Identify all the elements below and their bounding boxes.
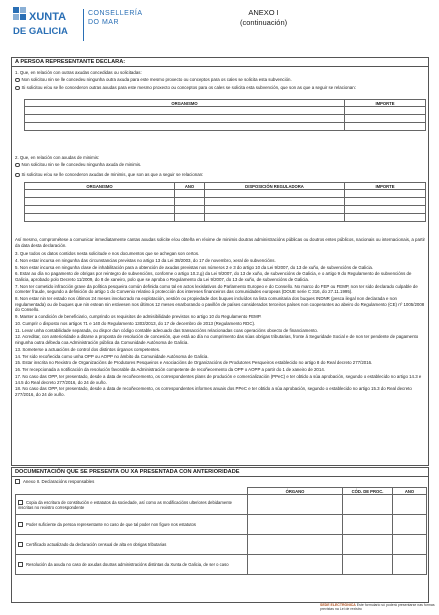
declaration-item: 9. Manter a condición de beneficiario, cumprindo os requisitos de admisibilidade previstos no artigo 10 do Regulamento FEMP. (15, 314, 262, 320)
docs-header-ano: ANO (393, 488, 427, 495)
table1-cell[interactable] (25, 123, 345, 131)
declaration-item: 3. Que todos os datos contidos nesta solicitude e nos documentos que se achegan son certos. (15, 251, 200, 256)
table2-cell[interactable] (345, 198, 426, 206)
doc-cell[interactable] (393, 555, 427, 575)
doc-row[interactable] (16, 495, 248, 515)
checkbox-icon[interactable] (15, 479, 20, 484)
table2-cell[interactable] (345, 206, 426, 214)
declaration-title: A PERSOA REPRESENTANTE DECLARA: (12, 58, 428, 67)
declaration-item: 13. Someterse a actuacións de control dos distintos órganos competentes. (15, 346, 161, 352)
annex-title-block (240, 8, 287, 28)
table1-cell[interactable] (25, 115, 345, 123)
declaration-item: 14. Ter sido recoñecida como unha OPP ou AOPP no ámbito da Comunidade Autónoma de Galicia. (15, 353, 209, 359)
declaration-item: 16. Ter recepcionada a notificación da resolución favorable da Administración competente de recoñecemento da OPP o AOPP a partir do 1 de xaneiro de 2014. (15, 367, 325, 373)
q1-option-1-label: Non solicitou nin se lle concedeu ningunha outra axuda para este mesmo proxecto ou conceptos para os cales se solicita esta subvención. (21, 77, 292, 82)
declaration-item: 5. Non estar incursa en ningunha clase de inhabilitación para a obtención de axudas previstas nos números 2 e 3 do artigo 10 da Lei 9/2007, do 13 de xuño, de subvencións de Galicia. (15, 264, 374, 270)
question-2: 2. Que, en relación con axudas de minimis: (15, 155, 100, 160)
question-1: 1. Que, en relación con outras axudas concedidas ou solicitadas: (15, 70, 142, 75)
doc-cell[interactable] (393, 535, 427, 555)
declaration-item: 17. No caso das OPP, ter presentado, desde a data de recoñecemento, os correspondentes plans de produción e comercialización (PPeC) e ter obtido a súa aprobación, segundo o establecido no artigo 14.3 e 14.5 do Real decreto 277/2016, do 24 de xuño. (15, 373, 422, 385)
table2-header-ano: ANO (175, 183, 205, 190)
radio-icon[interactable] (15, 173, 20, 178)
doc-row[interactable] (16, 555, 248, 575)
doc-row-anexo-ii[interactable] (15, 479, 94, 485)
q1-option-2[interactable] (15, 85, 425, 91)
doc-cell[interactable] (248, 495, 343, 515)
footer-brand: SEDE ELECTRÓNICA (320, 603, 356, 607)
doc-cell[interactable] (393, 515, 427, 535)
conselleria-line1: CONSELLERÍA (88, 10, 143, 17)
table1-header-organismo: ORGANISMO (25, 100, 345, 107)
table2-cell[interactable] (205, 206, 345, 214)
declaration-item: 6. Estar ao día no pagamento de obrigas por reintegro de subvencións, conforme o artigo 10.2.g) da Lei 9/2007, do 13 de xuño, de subvencións de Galicia, e o artigo 9 do Regulamento de subvencións de Galicia, aprobado polo Decreto 11/2009, do 8 de xaneiro, polo que se aproba o Regulamento da Lei 9/2007, do 13 de xuño, de subvencións de Galicia. (15, 271, 412, 282)
q1-option-2-label: Si solicitou e/ou se lle concederon outras axudas para este mesmo proxecto ou conceptos para os cales se solicita esta subvención, que son as que a seguir se relacionan: (21, 85, 356, 90)
declaration-item: 18. No caso das OPP, ter presentado, desde a data de recoñecemento, os correspondentes informes anuais dos PPeC e ter obtido a súa aprobación, segundo o establecido no artigo 15.3 do Real decreto 277/2016, do 24 de xuño. (15, 386, 412, 397)
table2-cell[interactable] (25, 198, 175, 206)
table1-cell[interactable] (345, 107, 426, 115)
table2-cell[interactable] (345, 190, 426, 198)
logo-line1: XUNTA (29, 11, 67, 23)
doc-cell[interactable] (343, 515, 393, 535)
doc-cell[interactable] (343, 495, 393, 515)
doc-row-anexo-ii-label: Anexo II. Declaracións responsables (23, 479, 95, 484)
logo-line2: DE GALICIA (13, 26, 68, 37)
q2-option-2[interactable] (15, 172, 425, 178)
footer (320, 603, 435, 611)
table2-cell[interactable] (25, 206, 175, 214)
declaration-item: 8. Non estar nin ter estado nos últimos 24 meses involucrado na explotación, xestión ou propiedade dos buques incluídos na lista comunitaria dos buques INDNR (pesca ilegal non declarada e non regulamentada) ou de buques que nin estean nin estivesen nos últimos 12 meses enarborando o pavillón de países considerados terceiros países non cooperantes ao abeiro do Regulamento (CE) nº 1005/2008 do Consello. (15, 296, 425, 313)
table2-cell[interactable] (175, 190, 205, 198)
q1-option-1[interactable] (15, 77, 425, 83)
table2-cell[interactable] (25, 214, 175, 222)
doc-row-label: Certificado actualizado da declaración censual de alta en obrigas tributarias (26, 542, 167, 547)
doc-cell[interactable] (343, 555, 393, 575)
radio-icon[interactable] (15, 78, 20, 83)
declaration-item: 12. Acreditar, con anterioridade a ditarse a proposta de resolución de concesión, que está ao día no cumprimento das súas obrigas tributarias, fronte á Seguridade Social e de non ter pendente de pagamento ningunha outra débeda coa Administración pública da Comunidade Autónoma de Galicia. (15, 334, 419, 345)
minimis-commitment: Así mesmo, comprométese a comunicar inmediatamente cantas axudas solicite e/ou obteña en réxime de minimis doutras administracións públicas ou doutros entes públicos, nacionais ou internacionais, a partir da data desta declaración. (15, 237, 426, 248)
conselleria-line2: DO MAR (88, 19, 119, 26)
footer-text: Este formulario só poderá presentarse nas formas previstas na Lei de rexistro (320, 603, 435, 612)
table1-header-importe: IMPORTE (345, 100, 426, 107)
radio-icon[interactable] (15, 86, 20, 91)
documentation-section (11, 467, 429, 603)
q2-option-2-label: Si solicitou e/ou se lle concederon axudas de minimis, que son as que a seguir se relacionan: (21, 172, 204, 177)
declaration-item: 10. Cumprir o disposto nos artigos 71 e 140 do Regulamento 1303/2013, do 17 de decembro de 2013 (Regulamento RDC). (15, 320, 256, 326)
table2-cell[interactable] (345, 214, 426, 222)
table2-cell[interactable] (205, 198, 345, 206)
minimis-aids-table (24, 182, 426, 222)
checkbox-icon[interactable] (18, 522, 23, 527)
table2-cell[interactable] (205, 190, 345, 198)
doc-cell[interactable] (248, 555, 343, 575)
other-aids-table (24, 99, 426, 131)
doc-cell[interactable] (248, 535, 343, 555)
table2-header-disposicion: DISPOSICIÓN REGULADORA (205, 183, 345, 190)
table2-cell[interactable] (205, 214, 345, 222)
q2-option-1-label: Non solicitou nin se lle concedeu ningunha axuda de minimis. (21, 162, 142, 167)
docs-header-cod: CÓD. DE PROC. (343, 488, 393, 495)
doc-cell[interactable] (248, 515, 343, 535)
annex-subtitle: (continuación) (240, 18, 288, 27)
table1-cell[interactable] (345, 123, 426, 131)
table2-cell[interactable] (175, 214, 205, 222)
documents-table (15, 487, 427, 575)
checkbox-icon[interactable] (18, 542, 23, 547)
doc-row[interactable] (16, 535, 248, 555)
table2-cell[interactable] (175, 206, 205, 214)
doc-row-label: Poder suficiente da persoa representante no caso de que tal poder non figure nos estatutos (26, 522, 196, 527)
radio-icon[interactable] (15, 163, 20, 168)
doc-row-label: Copia da escritura de constitución e estatutos da sociedade, así como as modificacións ulteriores debidamente inscritas no rexistro correspondente (18, 499, 233, 510)
conselleria-logo (83, 9, 153, 41)
checkbox-icon[interactable] (18, 562, 23, 567)
table2-cell[interactable] (25, 190, 175, 198)
declaration-list (15, 251, 425, 399)
table2-cell[interactable] (175, 198, 205, 206)
declaration-item: 15. Estar inscrita no Rexistro de Organizacións de Produtores Pesqueiros e Asociacións de Organizacións de Produtores Pesqueiros establecido no artigo 8 do Real decreto 277/2016. (15, 360, 373, 366)
declaration-item: 7. Non ter cometido infracción grave da política pesqueira común definida como tal en actos lexislativos do Parlamento Europeo e do Consello. No marco do FEP ou FEMP, non ter sido declarado culpable de cometer fraude, segundo a definición do artigo 1 do Convenio relativo á protección dos intereses financeiros das comunidades europeas (DOUE serie C 316, do 27.11.1995). (15, 283, 418, 295)
xunta-logo (13, 7, 75, 47)
table1-cell[interactable] (25, 107, 345, 115)
declaration-item: 4. Non estar incursa en ningunha das circunstancias previstas no artigo 13 da Lei 38/2003, do 17 de novembro, xeral de subvencións. (15, 257, 276, 263)
declaration-section (11, 57, 429, 466)
table2-header-organismo: ORGANISMO (25, 183, 175, 190)
doc-cell[interactable] (393, 495, 427, 515)
annex-title: ANEXO I (248, 8, 279, 17)
doc-row-label: Resolución da axuda no caso de axudas doutras administracións distintas da Xunta de Galicia, de ser o caso (26, 562, 229, 567)
q2-option-1[interactable] (15, 162, 425, 168)
documentation-title: DOCUMENTACIÓN QUE SE PRESENTA OU XA PRESENTADA CON ANTERIORIDADE (12, 468, 428, 477)
doc-row[interactable] (16, 515, 248, 535)
table1-cell[interactable] (345, 115, 426, 123)
docs-header-organo: ÓRGANO (248, 488, 343, 495)
declaration-item: 11. Levar unha contabilidade separada, ou dispor dun código contable adecuado das transaccións relacionadas coas operacións obxecto de financiamento. (15, 327, 319, 333)
table2-header-importe: IMPORTE (345, 183, 426, 190)
doc-cell[interactable] (343, 535, 393, 555)
